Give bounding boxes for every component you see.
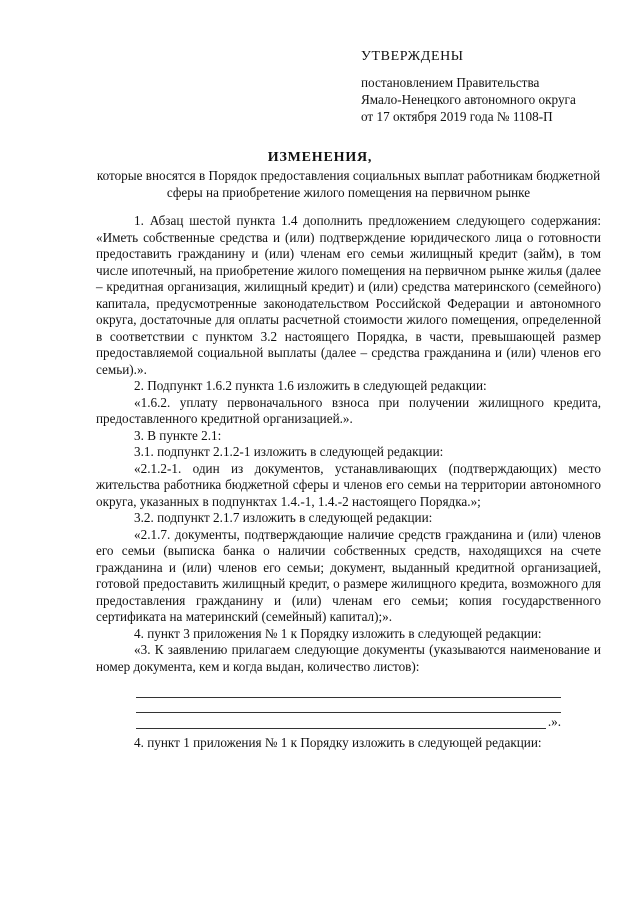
paragraph: 3.1. подпункт 2.1.2-1 изложить в следующей редакции: xyxy=(134,444,444,459)
blank-line xyxy=(136,683,561,698)
paragraph: 4. пункт 1 приложения № 1 к Порядку изложить в следующей редакции: xyxy=(134,735,542,750)
paragraph: 4. пункт 3 приложения № 1 к Порядку изложить в следующей редакции: xyxy=(134,625,542,641)
paragraph: «2.1.2-1. один из документов, устанавливающих (подтверждающих) место жительства работника бюджетной сферы и членов его семьи на территории автономного округа, указанных в подпунктах 1.4.-1, 1.4.-2 настоящего Порядка.»; xyxy=(96,460,601,509)
approval-line: от 17 октября 2019 года № 1108-П xyxy=(361,109,553,124)
blank-line xyxy=(136,714,546,729)
paragraph: 3.2. подпункт 2.1.7 изложить в следующей редакции: xyxy=(134,510,433,525)
approval-line: постановлением Правительства xyxy=(361,75,540,90)
paragraph: «2.1.7. документы, подтверждающие наличие средств гражданина и (или) членов его семьи (выписка банка о наличии собственных средств, находящихся на счете гражданина и (или) членов его семьи; документ, выданный кредитной организацией, готовой предоставить жилищный кредит, о размере жилищного кредита, возможного для предоставления гражданину и (или) членам его семьи; копия государственного сертификата на материнский (семейный) капитал);». xyxy=(96,526,601,624)
approval-line: Ямало-Ненецкого автономного округа xyxy=(361,92,576,107)
blank-line xyxy=(136,698,561,713)
fill-in-lines xyxy=(136,683,561,729)
blank-line-last xyxy=(136,713,561,729)
paragraph: 1. Абзац шестой пункта 1.4 дополнить предложением следующего содержания: «Иметь собственные средства и (или) подтверждение юридического лица о готовности предоставить гражданину и (или) членам его семьи жилищный кредит (займ), в том числе ипотечный, на приобретение жилого помещения на первичном рынке жилья (далее – кредитная организация, жилищный кредит) и (или) средства материнского (семейного) капитала, предусмотренные законодательством Российской Федерации и автономного округа, достаточные для оплаты расчетной стоимости жилого помещения, определенной в соответствии с пунктом 3.2 настоящего Порядка, в части, превышающей размер предоставляемой социальной выплаты (далее – средства гражданина и (или) членов его семьи).». xyxy=(96,213,601,377)
paragraph: «1.6.2. уплату первоначального взноса при получении жилищного кредита, предоставленного кредитной организацией.». xyxy=(96,394,601,426)
approval-heading: УТВЕРЖДЕНЫ xyxy=(361,49,464,64)
document-title: ИЗМЕНЕНИЯ, xyxy=(267,150,373,165)
document-body xyxy=(96,213,601,752)
paragraph: «3. К заявлению прилагаем следующие документы (указываются наименование и номер документа, кем и когда выдан, количество листов): xyxy=(96,642,601,674)
approval-block xyxy=(361,48,621,125)
paragraph: 3. В пункте 2.1: xyxy=(134,427,222,443)
blank-tail: .». xyxy=(547,714,561,729)
document-subtitle: которые вносятся в Порядок предоставления социальных выплат работникам бюджетной сферы на приобретение жилого помещения на первичном рынке xyxy=(96,168,601,200)
paragraph: 2. Подпункт 1.6.2 пункта 1.6 изложить в следующей редакции: xyxy=(134,378,487,393)
